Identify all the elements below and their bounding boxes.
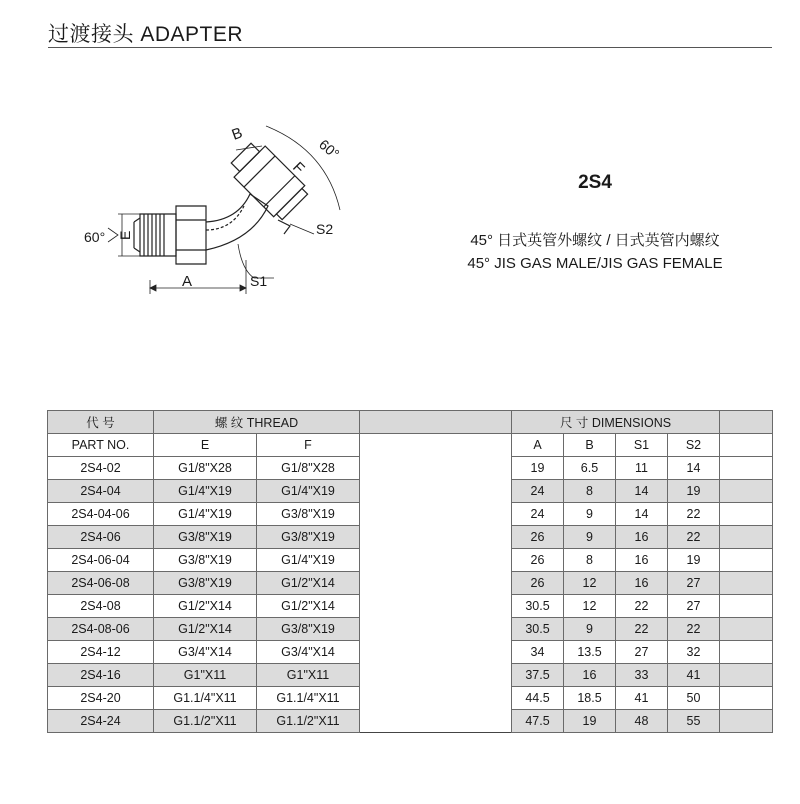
label-a: A [182, 273, 193, 290]
label-angle-left: 60° [84, 229, 106, 245]
cell-f: G3/8"X19 [257, 526, 360, 549]
cell-s1: 33 [616, 664, 668, 687]
cell-a: 24 [512, 503, 564, 526]
cell-e: G1/8"X28 [154, 457, 257, 480]
cell-s2: 41 [668, 664, 720, 687]
cell-blank [720, 572, 773, 595]
cell-f: G1/2"X14 [257, 595, 360, 618]
cell-e: G1/2"X14 [154, 618, 257, 641]
cell-s1: 22 [616, 595, 668, 618]
cell-blank [360, 595, 512, 618]
cell-b: 19 [564, 710, 616, 733]
cell-e: G1/4"X19 [154, 503, 257, 526]
cell-blank [360, 641, 512, 664]
cell-a: 26 [512, 549, 564, 572]
cell-part: 2S4-12 [48, 641, 154, 664]
cell-a: 26 [512, 572, 564, 595]
cell-blank [720, 549, 773, 572]
cell-f: G3/8"X19 [257, 618, 360, 641]
cell-a: 44.5 [512, 687, 564, 710]
page-title: 过渡接头 ADAPTER [48, 23, 244, 46]
header-s2: S2 [668, 434, 720, 457]
cell-b: 9 [564, 526, 616, 549]
header-b: B [564, 434, 616, 457]
table-row [48, 503, 773, 526]
cell-s1: 16 [616, 549, 668, 572]
cell-s1: 14 [616, 480, 668, 503]
cell-s2: 27 [668, 595, 720, 618]
label-angle-top: 60° [316, 136, 343, 162]
description-cn: 45° 日式英管外螺纹 / 日式英管内螺纹 [470, 232, 720, 249]
cell-a: 30.5 [512, 618, 564, 641]
cell-blank [360, 572, 512, 595]
cell-e: G1/2"X14 [154, 595, 257, 618]
header-thread: 螺 纹 THREAD [154, 411, 360, 434]
cell-s2: 22 [668, 618, 720, 641]
cell-blank [360, 549, 512, 572]
cell-f: G1.1/4"X11 [257, 687, 360, 710]
cell-blank [720, 457, 773, 480]
cell-s1: 11 [616, 457, 668, 480]
cell-blank [360, 687, 512, 710]
cell-part: 2S4-20 [48, 687, 154, 710]
cell-blank [360, 526, 512, 549]
header-s1: S1 [616, 434, 668, 457]
cell-blank [720, 595, 773, 618]
cell-blank [720, 710, 773, 733]
title-divider [48, 47, 772, 48]
header-gap [360, 434, 512, 457]
cell-s2: 27 [668, 572, 720, 595]
cell-blank [360, 503, 512, 526]
spec-table [47, 410, 773, 733]
cell-f: G1/4"X19 [257, 480, 360, 503]
cell-blank [720, 687, 773, 710]
cell-part: 2S4-02 [48, 457, 154, 480]
cell-s1: 16 [616, 572, 668, 595]
cell-blank [720, 480, 773, 503]
cell-blank [360, 618, 512, 641]
header-blank-end [720, 411, 773, 434]
cell-s2: 22 [668, 526, 720, 549]
cell-f: G1/8"X28 [257, 457, 360, 480]
cell-s1: 41 [616, 687, 668, 710]
cell-b: 16 [564, 664, 616, 687]
hex-body [176, 206, 206, 264]
cell-blank [720, 503, 773, 526]
table-row [48, 526, 773, 549]
cell-e: G3/8"X19 [154, 549, 257, 572]
table-row [48, 664, 773, 687]
cell-s1: 16 [616, 526, 668, 549]
cell-part: 2S4-08 [48, 595, 154, 618]
cell-f: G1/4"X19 [257, 549, 360, 572]
cell-blank [360, 710, 512, 733]
cell-f: G1"X11 [257, 664, 360, 687]
cell-f: G1/2"X14 [257, 572, 360, 595]
cell-e: G1/4"X19 [154, 480, 257, 503]
cell-b: 9 [564, 503, 616, 526]
label-f: F [289, 158, 308, 178]
header-dimensions: 尺 寸 DIMENSIONS [512, 411, 720, 434]
model-code: 2S4 [578, 172, 612, 193]
cell-s2: 14 [668, 457, 720, 480]
cell-part: 2S4-06-04 [48, 549, 154, 572]
cell-e: G1.1/4"X11 [154, 687, 257, 710]
cell-part: 2S4-24 [48, 710, 154, 733]
cell-e: G3/8"X19 [154, 526, 257, 549]
cell-s1: 27 [616, 641, 668, 664]
fitting-drawing [78, 110, 378, 310]
cell-b: 9 [564, 618, 616, 641]
header-blank-end-2 [720, 434, 773, 457]
cell-b: 12 [564, 572, 616, 595]
cell-s1: 48 [616, 710, 668, 733]
cell-e: G3/8"X19 [154, 572, 257, 595]
table-row [48, 572, 773, 595]
cell-s2: 22 [668, 503, 720, 526]
male-thread-end [140, 214, 176, 256]
table-row [48, 457, 773, 480]
cell-s2: 19 [668, 480, 720, 503]
cell-s2: 55 [668, 710, 720, 733]
cell-a: 34 [512, 641, 564, 664]
cell-a: 19 [512, 457, 564, 480]
cell-s2: 50 [668, 687, 720, 710]
cell-part: 2S4-06-08 [48, 572, 154, 595]
table-header-row-1 [48, 411, 773, 434]
table-row [48, 618, 773, 641]
cell-b: 18.5 [564, 687, 616, 710]
cell-blank [360, 480, 512, 503]
cell-f: G3/8"X19 [257, 503, 360, 526]
table-row [48, 687, 773, 710]
cell-blank [360, 457, 512, 480]
cell-b: 6.5 [564, 457, 616, 480]
cell-blank [720, 641, 773, 664]
cell-s1: 14 [616, 503, 668, 526]
cell-a: 47.5 [512, 710, 564, 733]
cell-f: G3/4"X14 [257, 641, 360, 664]
cell-e: G3/4"X14 [154, 641, 257, 664]
header-e: E [154, 434, 257, 457]
cell-s2: 32 [668, 641, 720, 664]
cell-blank [360, 664, 512, 687]
cell-s2: 19 [668, 549, 720, 572]
label-s1: S1 [250, 273, 268, 289]
cell-blank [720, 526, 773, 549]
header-a: A [512, 434, 564, 457]
header-code: 代 号 [48, 411, 154, 434]
table-row [48, 641, 773, 664]
cell-part: 2S4-06 [48, 526, 154, 549]
cell-b: 8 [564, 480, 616, 503]
table-row [48, 710, 773, 733]
label-e: E [117, 230, 133, 240]
cell-part: 2S4-04-06 [48, 503, 154, 526]
header-f: F [257, 434, 360, 457]
cell-b: 12 [564, 595, 616, 618]
cell-blank [720, 618, 773, 641]
table-row [48, 480, 773, 503]
description-en: 45° JIS GAS MALE/JIS GAS FEMALE [467, 255, 723, 272]
cell-blank [720, 664, 773, 687]
cell-part: 2S4-16 [48, 664, 154, 687]
cell-a: 26 [512, 526, 564, 549]
cell-part: 2S4-08-06 [48, 618, 154, 641]
cell-s1: 22 [616, 618, 668, 641]
table-row [48, 549, 773, 572]
cell-b: 8 [564, 549, 616, 572]
cell-a: 37.5 [512, 664, 564, 687]
table-row [48, 595, 773, 618]
cell-e: G1"X11 [154, 664, 257, 687]
header-blank [360, 411, 512, 434]
cell-part: 2S4-04 [48, 480, 154, 503]
cell-b: 13.5 [564, 641, 616, 664]
cell-a: 30.5 [512, 595, 564, 618]
cell-f: G1.1/2"X11 [257, 710, 360, 733]
label-b: B [229, 124, 245, 144]
header-part-no: PART NO. [48, 434, 154, 457]
label-s2: S2 [316, 221, 334, 237]
cell-e: G1.1/2"X11 [154, 710, 257, 733]
cell-a: 24 [512, 480, 564, 503]
table-header-row-2 [48, 434, 773, 457]
